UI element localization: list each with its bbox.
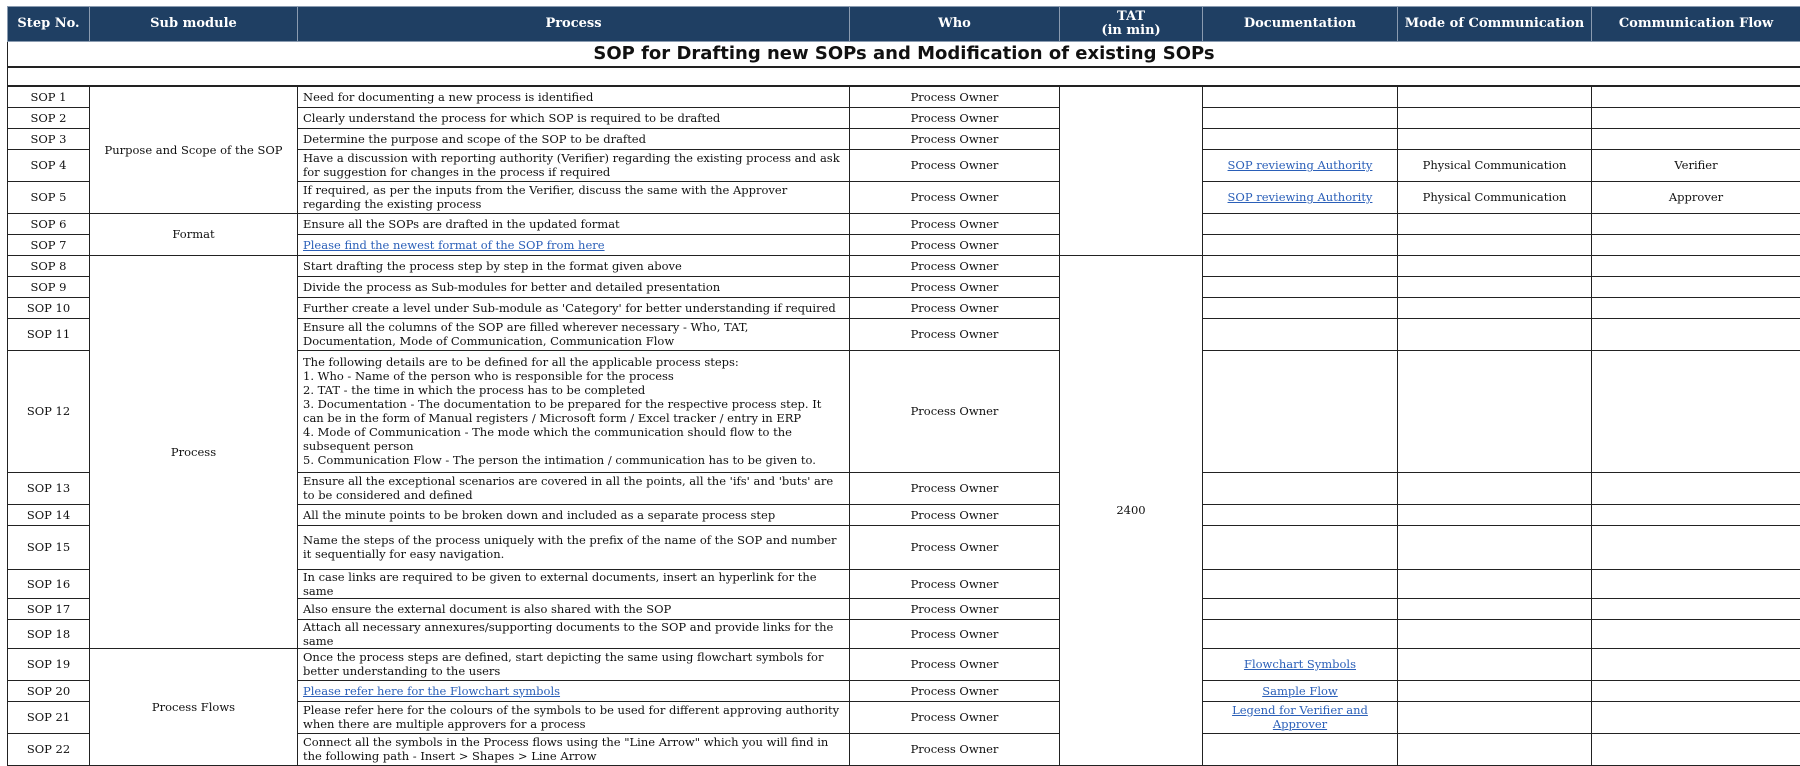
mode-cell: Physical Communication <box>1398 181 1592 213</box>
who-cell: Process Owner <box>850 525 1060 569</box>
flow-cell <box>1592 318 1800 350</box>
flow-cell <box>1592 569 1800 598</box>
documentation-link[interactable]: Flowchart Symbols <box>1244 657 1356 671</box>
documentation-cell <box>1203 181 1398 213</box>
mode-cell <box>1398 598 1592 619</box>
documentation-cell <box>1203 648 1398 680</box>
process-cell <box>298 680 850 701</box>
documentation-link[interactable]: SOP reviewing Authority <box>1228 158 1373 172</box>
documentation-cell <box>1203 234 1398 255</box>
step-cell: SOP 15 <box>8 525 90 569</box>
who-cell: Process Owner <box>850 504 1060 525</box>
flow-cell <box>1592 733 1800 765</box>
process-cell: Attach all necessary annexures/supporting documents to the SOP and provide links for the same <box>298 619 850 648</box>
process-cell: Determine the purpose and scope of the SOP to be drafted <box>298 128 850 149</box>
mode-cell <box>1398 107 1592 128</box>
process-cell: All the minute points to be broken down and included as a separate process step <box>298 504 850 525</box>
mode-cell <box>1398 350 1592 472</box>
header-documentation[interactable]: Documentation <box>1203 7 1398 42</box>
step-cell: SOP 4 <box>8 149 90 181</box>
header-mode[interactable]: Mode of Communication <box>1398 7 1592 42</box>
who-cell: Process Owner <box>850 213 1060 234</box>
who-cell: Process Owner <box>850 181 1060 213</box>
process-cell: Name the steps of the process uniquely with the prefix of the name of the SOP and number it sequentially for easy navigation. <box>298 525 850 569</box>
mode-cell <box>1398 472 1592 504</box>
who-cell: Process Owner <box>850 648 1060 680</box>
mode-cell <box>1398 234 1592 255</box>
who-cell: Process Owner <box>850 701 1060 733</box>
mode-cell <box>1398 733 1592 765</box>
header-tat[interactable]: TAT (in min) <box>1060 7 1203 42</box>
step-cell: SOP 16 <box>8 569 90 598</box>
sheet-title: SOP for Drafting new SOPs and Modification of existing SOPs <box>8 42 1800 68</box>
flow-cell <box>1592 525 1800 569</box>
who-cell: Process Owner <box>850 86 1060 107</box>
process-cell: Divide the process as Sub-modules for better and detailed presentation <box>298 276 850 297</box>
step-cell: SOP 22 <box>8 733 90 765</box>
mode-cell <box>1398 297 1592 318</box>
documentation-link[interactable]: Legend for Verifier and Approver <box>1232 703 1368 731</box>
documentation-cell <box>1203 619 1398 648</box>
mode-cell <box>1398 276 1592 297</box>
submodule-cell: Process <box>90 255 298 648</box>
step-cell: SOP 9 <box>8 276 90 297</box>
mode-cell <box>1398 680 1592 701</box>
process-link[interactable]: Please refer here for the Flowchart symbols <box>303 684 560 698</box>
process-cell: Ensure all the columns of the SOP are filled wherever necessary - Who, TAT, Documentation, Mode of Communication, Communication Flow <box>298 318 850 350</box>
flow-cell <box>1592 255 1800 276</box>
who-cell: Process Owner <box>850 255 1060 276</box>
flow-cell <box>1592 680 1800 701</box>
flow-cell <box>1592 598 1800 619</box>
documentation-cell <box>1203 128 1398 149</box>
mode-cell <box>1398 128 1592 149</box>
who-cell: Process Owner <box>850 318 1060 350</box>
who-cell: Process Owner <box>850 598 1060 619</box>
flow-cell <box>1592 128 1800 149</box>
documentation-cell <box>1203 569 1398 598</box>
who-cell: Process Owner <box>850 234 1060 255</box>
header-row <box>8 7 1800 42</box>
who-cell: Process Owner <box>850 297 1060 318</box>
step-cell: SOP 14 <box>8 504 90 525</box>
documentation-cell <box>1203 107 1398 128</box>
mode-cell <box>1398 648 1592 680</box>
step-cell: SOP 10 <box>8 297 90 318</box>
mode-cell <box>1398 525 1592 569</box>
process-cell: Ensure all the SOPs are drafted in the updated format <box>298 213 850 234</box>
mode-cell: Physical Communication <box>1398 149 1592 181</box>
flow-cell <box>1592 107 1800 128</box>
step-cell: SOP 2 <box>8 107 90 128</box>
who-cell: Process Owner <box>850 107 1060 128</box>
step-cell: SOP 20 <box>8 680 90 701</box>
documentation-cell <box>1203 297 1398 318</box>
who-cell: Process Owner <box>850 680 1060 701</box>
process-cell: If required, as per the inputs from the Verifier, discuss the same with the Approver regarding the existing process <box>298 181 850 213</box>
who-cell: Process Owner <box>850 472 1060 504</box>
step-cell: SOP 19 <box>8 648 90 680</box>
documentation-cell <box>1203 318 1398 350</box>
submodule-cell: Format <box>90 213 298 255</box>
flow-cell <box>1592 350 1800 472</box>
blank-row <box>8 67 1800 86</box>
step-cell: SOP 13 <box>8 472 90 504</box>
process-cell: Connect all the symbols in the Process flows using the "Line Arrow" which you will find in the following path - Insert > Shapes > Line Arrow <box>298 733 850 765</box>
documentation-cell <box>1203 472 1398 504</box>
process-cell: Further create a level under Sub-module as 'Category' for better understanding if required <box>298 297 850 318</box>
step-cell: SOP 6 <box>8 213 90 234</box>
documentation-cell <box>1203 701 1398 733</box>
tat-cell <box>1060 86 1203 255</box>
documentation-cell <box>1203 525 1398 569</box>
header-flow[interactable]: Communication Flow <box>1592 7 1800 42</box>
flow-cell <box>1592 276 1800 297</box>
flow-cell <box>1592 619 1800 648</box>
step-cell: SOP 3 <box>8 128 90 149</box>
who-cell: Process Owner <box>850 128 1060 149</box>
documentation-cell <box>1203 680 1398 701</box>
table-row <box>8 86 1800 107</box>
documentation-cell <box>1203 213 1398 234</box>
who-cell: Process Owner <box>850 350 1060 472</box>
flow-cell: Approver <box>1592 181 1800 213</box>
documentation-cell <box>1203 733 1398 765</box>
mode-cell <box>1398 569 1592 598</box>
documentation-cell <box>1203 86 1398 107</box>
step-cell: SOP 18 <box>8 619 90 648</box>
flow-cell <box>1592 504 1800 525</box>
documentation-cell <box>1203 149 1398 181</box>
table-row <box>8 213 1800 234</box>
process-cell: Need for documenting a new process is identified <box>298 86 850 107</box>
table-row <box>8 648 1800 680</box>
step-cell: SOP 21 <box>8 701 90 733</box>
flow-cell <box>1592 213 1800 234</box>
mode-cell <box>1398 619 1592 648</box>
flow-cell <box>1592 648 1800 680</box>
mode-cell <box>1398 701 1592 733</box>
mode-cell <box>1398 213 1592 234</box>
step-cell: SOP 12 <box>8 350 90 472</box>
process-cell: In case links are required to be given to external documents, insert an hyperlink for the same <box>298 569 850 598</box>
who-cell: Process Owner <box>850 569 1060 598</box>
process-cell: The following details are to be defined for all the applicable process steps: 1. Who - Name of the person who is responsible for the process 2. TAT - the time in which the process has to be completed 3. Documentation - The documentation to be prepared for the respective process step. It can be in the form of Manual registers / Microsoft form / Excel tracker / entry in ERP 4. Mode of Communication - The mode which the communication should flow to the subsequent person 5. Communication Flow - The person the intimation / communication has to be given to. <box>298 350 850 472</box>
process-cell: Clearly understand the process for which SOP is required to be drafted <box>298 107 850 128</box>
process-cell: Please refer here for the colours of the symbols to be used for different approving authority when there are multiple approvers for a process <box>298 701 850 733</box>
process-cell <box>298 234 850 255</box>
mode-cell <box>1398 86 1592 107</box>
tat-cell: 2400 <box>1060 255 1203 765</box>
step-cell: SOP 7 <box>8 234 90 255</box>
step-cell: SOP 17 <box>8 598 90 619</box>
who-cell: Process Owner <box>850 276 1060 297</box>
step-cell: SOP 5 <box>8 181 90 213</box>
flow-cell: Verifier <box>1592 149 1800 181</box>
process-link[interactable]: Please find the newest format of the SOP from here <box>303 238 605 252</box>
flow-cell <box>1592 701 1800 733</box>
who-cell: Process Owner <box>850 733 1060 765</box>
header-process[interactable]: Process <box>298 7 850 42</box>
mode-cell <box>1398 255 1592 276</box>
header-step[interactable]: Step No. <box>8 7 90 42</box>
table-row <box>8 255 1800 276</box>
sop-table <box>7 6 1800 766</box>
header-who[interactable]: Who <box>850 7 1060 42</box>
submodule-cell: Purpose and Scope of the SOP <box>90 86 298 213</box>
process-cell: Have a discussion with reporting authority (Verifier) regarding the existing process and ask for suggestion for changes in the process if required <box>298 149 850 181</box>
flow-cell <box>1592 472 1800 504</box>
step-cell: SOP 1 <box>8 86 90 107</box>
mode-cell <box>1398 318 1592 350</box>
who-cell: Process Owner <box>850 619 1060 648</box>
process-cell: Ensure all the exceptional scenarios are covered in all the points, all the 'ifs' and 'buts' are to be considered and defined <box>298 472 850 504</box>
documentation-link[interactable]: Sample Flow <box>1262 684 1338 698</box>
header-submodule[interactable]: Sub module <box>90 7 298 42</box>
process-cell: Start drafting the process step by step in the format given above <box>298 255 850 276</box>
documentation-cell <box>1203 276 1398 297</box>
documentation-cell <box>1203 350 1398 472</box>
flow-cell <box>1592 86 1800 107</box>
documentation-link[interactable]: SOP reviewing Authority <box>1228 190 1373 204</box>
flow-cell <box>1592 234 1800 255</box>
step-cell: SOP 11 <box>8 318 90 350</box>
process-cell: Also ensure the external document is also shared with the SOP <box>298 598 850 619</box>
documentation-cell <box>1203 598 1398 619</box>
step-cell: SOP 8 <box>8 255 90 276</box>
who-cell: Process Owner <box>850 149 1060 181</box>
process-cell: Once the process steps are defined, start depicting the same using flowchart symbols for better understanding to the users <box>298 648 850 680</box>
documentation-cell <box>1203 504 1398 525</box>
submodule-cell: Process Flows <box>90 648 298 765</box>
flow-cell <box>1592 297 1800 318</box>
documentation-cell <box>1203 255 1398 276</box>
mode-cell <box>1398 504 1592 525</box>
